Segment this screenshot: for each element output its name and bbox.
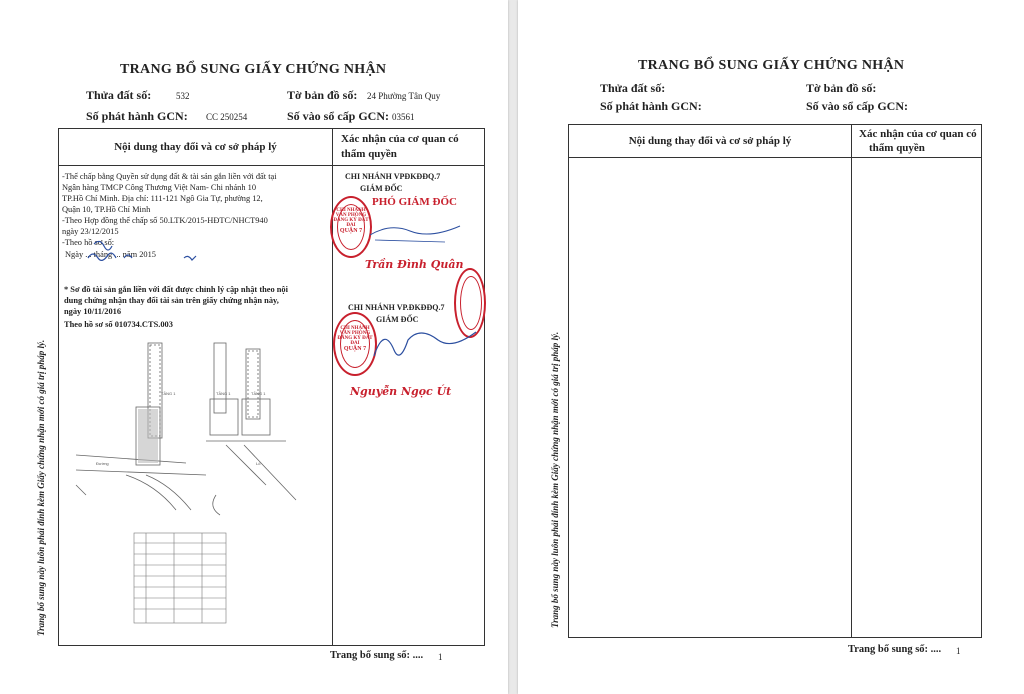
content-line: -Theo Hợp đồng thế chấp số 50.LTK/2015-HĐTC/NHCT940 xyxy=(62,216,268,225)
header-divider xyxy=(569,157,981,158)
signature-1 xyxy=(365,210,465,250)
svg-text:TẦNG 1: TẦNG 1 xyxy=(251,391,266,396)
issue-number-value: CC 250254 xyxy=(206,112,248,122)
content-line: ngày 23/12/2015 xyxy=(62,227,119,236)
footer-page-number: 1 xyxy=(438,652,443,662)
content-line: Ngân hàng TMCP Công Thương Việt Nam- Chi nhánh 10 xyxy=(62,183,257,192)
svg-text:Đường: Đường xyxy=(96,461,109,466)
registry-number-label: Số vào sổ cấp GCN: xyxy=(287,109,390,123)
signer2-title: GIÁM ĐỐC xyxy=(376,315,419,324)
column-divider xyxy=(332,129,333,645)
column-divider xyxy=(851,125,852,637)
side-legal-note: Trang bổ sung này luôn phải đính kèm Giấy chứng nhận mới có giá trị pháp lý. xyxy=(36,339,46,636)
site-plan-sketch xyxy=(66,335,331,640)
header-divider xyxy=(59,165,484,166)
svg-text:Lô: Lô xyxy=(256,461,261,466)
side-legal-note: Trang bổ sung này luôn phải đính kèm Giấy chứng nhận mới có giá trị pháp lý. xyxy=(550,331,560,628)
svg-text:TẦNG 1: TẦNG 1 xyxy=(216,391,231,396)
footer-page-number: 1 xyxy=(956,646,961,656)
certificate-page-right xyxy=(518,0,1024,694)
issue-number-label: Số phát hành GCN: xyxy=(86,109,188,123)
footer-page-label: Trang bổ sung số: .... xyxy=(848,644,942,655)
signer1-title-director: GIÁM ĐỐC xyxy=(360,184,403,193)
map-value: 24 Phường Tân Quy xyxy=(367,91,441,101)
certificate-page-left xyxy=(0,0,508,694)
content-line: -Theo hồ sơ số: xyxy=(62,238,115,247)
note-line: ngày 10/11/2016 xyxy=(64,307,122,316)
page-title: TRANG BỔ SUNG GIẤY CHỨNG NHẬN xyxy=(638,58,905,73)
column-header-confirm-line1: Xác nhận của cơ quan có xyxy=(859,128,977,140)
change-table xyxy=(568,124,982,638)
registry-number-value: 03561 xyxy=(392,112,415,122)
parcel-label: Thửa đất số: xyxy=(86,88,152,102)
signature-2 xyxy=(370,320,480,370)
parcel-value: 532 xyxy=(176,91,190,101)
signer1-org: CHI NHÁNH VPĐKĐĐQ.7 xyxy=(345,172,441,181)
signer1-title-deputy: PHÓ GIÁM ĐỐC xyxy=(372,196,457,208)
content-line: TP.Hồ Chí Minh. Địa chỉ: 111-121 Ngô Gia Tự, phường 12, xyxy=(62,194,263,203)
parcel-label: Thửa đất số: xyxy=(600,81,666,95)
handwritten-date-marks xyxy=(80,236,210,266)
footer-page-label: Trang bổ sung số: .... xyxy=(330,650,424,661)
column-header-content: Nội dung thay đổi và cơ sở pháp lý xyxy=(114,141,277,153)
column-header-content: Nội dung thay đổi và cơ sở pháp lý xyxy=(628,135,792,147)
signer2-org: CHI NHÁNH VP.ĐKĐĐQ.7 xyxy=(348,303,445,312)
content-line: Ngày ... tháng ... năm 2015 xyxy=(65,250,156,259)
note-line: dung chứng nhận thay đổi tài sản trên giấy chứng nhận này, xyxy=(64,296,279,305)
column-header-confirm-line2: thẩm quyền xyxy=(869,142,925,154)
official-seal-2: CHI NHÁNH VĂN PHÒNG ĐĂNG KÝ ĐẤT ĐAI QUẬN 7 xyxy=(333,312,377,376)
page-title: TRANG BỔ SUNG GIẤY CHỨNG NHẬN xyxy=(120,62,387,77)
note-line: * Sơ đồ tài sản gắn liền với đất được chỉnh lý cập nhật theo nội xyxy=(64,285,288,294)
content-line: -Thế chấp bằng Quyền sử dụng đất & tài sản gắn liền với đất tại xyxy=(62,172,277,181)
note-line: Theo hồ sơ số 010734.CTS.003 xyxy=(64,320,173,329)
registry-number-label: Số vào sổ cấp GCN: xyxy=(806,99,909,113)
svg-text:TẦNG 1: TẦNG 1 xyxy=(161,391,176,396)
signer1-name: Trần Đình Quân xyxy=(365,258,464,271)
column-header-confirm-line2: thẩm quyền xyxy=(341,148,397,160)
map-label: Tờ bản đồ số: xyxy=(806,81,877,95)
official-seal-1: CHI NHÁNH VĂN PHÒNG ĐĂNG KÝ ĐẤT ĐAI QUẬN 7 xyxy=(330,196,372,258)
map-label: Tờ bản đồ số: xyxy=(287,88,358,102)
issue-number-label: Số phát hành GCN: xyxy=(600,99,702,113)
signer2-name: Nguyễn Ngọc Út xyxy=(350,385,452,398)
column-header-confirm-line1: Xác nhận của cơ quan có xyxy=(341,133,459,145)
content-line: Quận 10, TP.Hồ Chí Minh xyxy=(62,205,151,214)
